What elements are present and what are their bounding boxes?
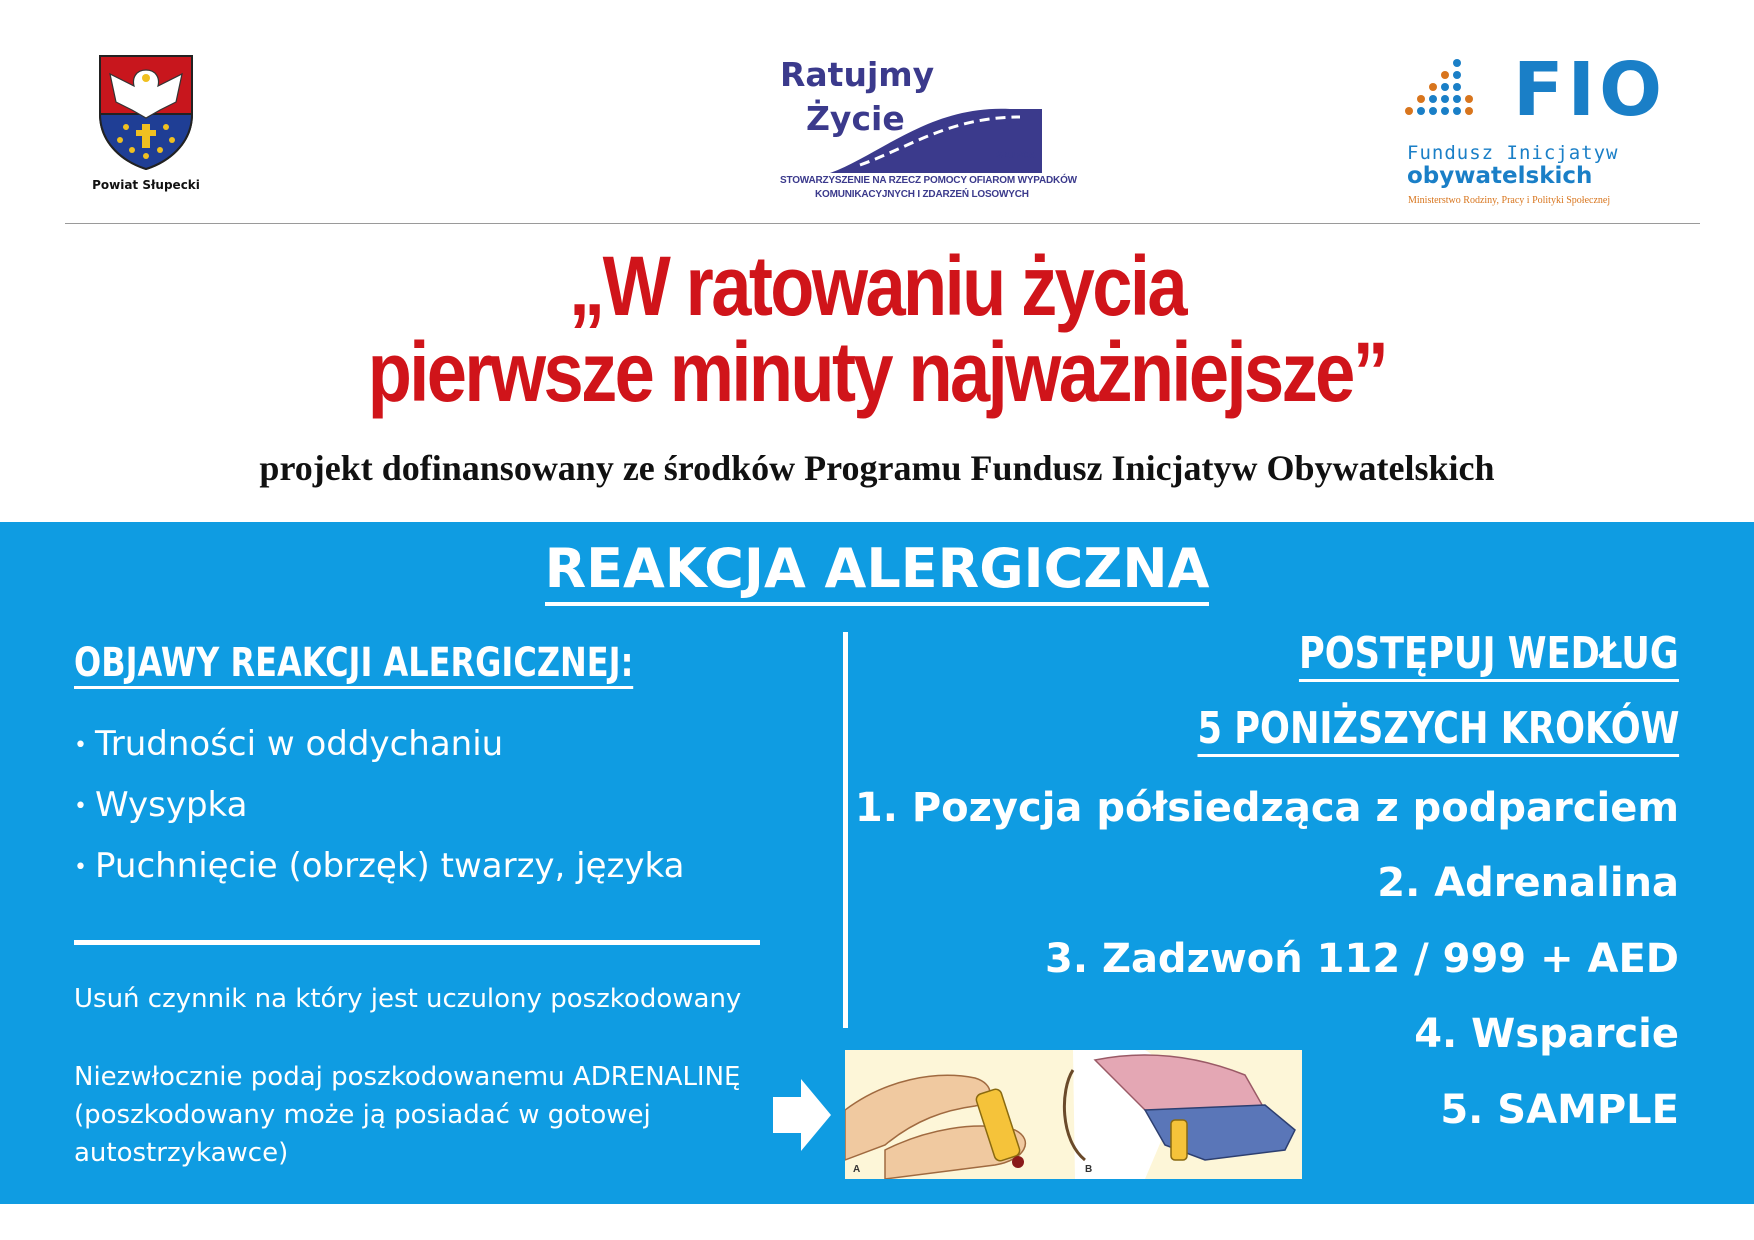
- arrow-right-icon: [771, 1077, 833, 1153]
- step-item: 4. Wsparcie: [1414, 1011, 1679, 1057]
- step-item: 2. Adrenalina: [1377, 860, 1679, 906]
- symptoms-heading-text: OBJAWY REAKCJI ALERGICZNEJ:: [74, 640, 633, 689]
- steps-heading-line-1: [1299, 628, 1679, 679]
- fio-dots-icon: [1405, 55, 1475, 125]
- main-title-line-2: pierwsze minuty najważniejsze”: [367, 325, 1387, 419]
- steps-heading-text: POSTĘPUJ WEDŁUG: [1299, 628, 1679, 682]
- ratujmy-zycie-logo: [780, 55, 1077, 205]
- ratujmy-word: Ratujmy: [780, 55, 935, 94]
- hand-injector-icon: [845, 1050, 1302, 1179]
- ratujmy-subtitle-1: STOWARZYSZENIE NA RZECZ POMOCY OFIAROM WYPADKÓW: [780, 175, 1077, 186]
- symptoms-heading: [74, 640, 633, 686]
- step-item: 1. Pozycja półsiedząca z podparciem: [854, 785, 1679, 831]
- step-item: 3. Zadzwoń 112 / 999 + AED: [1044, 936, 1679, 982]
- powiat-name: Powiat Słupecki: [92, 178, 200, 192]
- illustration-label-a: A: [853, 1164, 861, 1175]
- step-item: 5. SAMPLE: [1440, 1087, 1679, 1133]
- illustration-label-b: B: [1085, 1164, 1093, 1175]
- ratujmy-subtitle-2: KOMUNIKACYJNYCH I ZDARZEŃ LOSOWYCH: [815, 189, 1029, 200]
- adrenaline-note: Niezwłocznie podaj poszkodowanemu ADRENALINĘ (poszkodowany może ją posiadać w gotowej autostrzykawce): [74, 1062, 741, 1168]
- coat-of-arms-icon: [96, 52, 196, 172]
- project-subtitle: projekt dofinansowany ze środków Programu Fundusz Inicjatyw Obywatelskich: [259, 448, 1495, 488]
- left-divider: [74, 940, 760, 945]
- fio-line-1: Fundusz Inicjatyw: [1407, 142, 1619, 164]
- bullet-icon: •: [74, 794, 87, 819]
- fio-letters: FIO: [1513, 47, 1666, 133]
- main-title-line-1: „W ratowaniu życia: [569, 239, 1185, 333]
- symptom-item: [74, 785, 247, 825]
- panel-title-text: REAKCJA ALERGICZNA: [545, 537, 1210, 606]
- steps-heading-line-2: [1197, 703, 1679, 754]
- panel-title: [0, 537, 1754, 600]
- steps-heading-text: 5 PONIŻSZYCH KROKÓW: [1197, 703, 1679, 757]
- bullet-icon: •: [74, 733, 87, 758]
- zycie-word: Życie: [806, 99, 905, 138]
- symptom-text: Trudności w oddychaniu: [94, 724, 504, 764]
- symptom-item: [74, 724, 503, 764]
- bullet-icon: •: [74, 855, 87, 880]
- autoinjector-illustration: [845, 1050, 1302, 1179]
- ratujmy-town: SŁUPCA: [996, 151, 1036, 161]
- symptom-item: [74, 846, 684, 886]
- remove-allergen-note: Usuń czynnik na który jest uczulony poszkodowany: [74, 984, 742, 1014]
- fio-logo: [1405, 47, 1675, 210]
- symptom-text: Wysypka: [94, 785, 248, 825]
- header-divider: [65, 223, 1700, 224]
- powiat-logo: [90, 52, 202, 200]
- vertical-divider: [843, 632, 848, 1028]
- fio-ministry: Ministerstwo Rodziny, Pracy i Polityki Społecznej: [1408, 195, 1611, 206]
- fio-line-2: obywatelskich: [1407, 163, 1593, 189]
- symptom-text: Puchnięcie (obrzęk) twarzy, języka: [94, 846, 685, 886]
